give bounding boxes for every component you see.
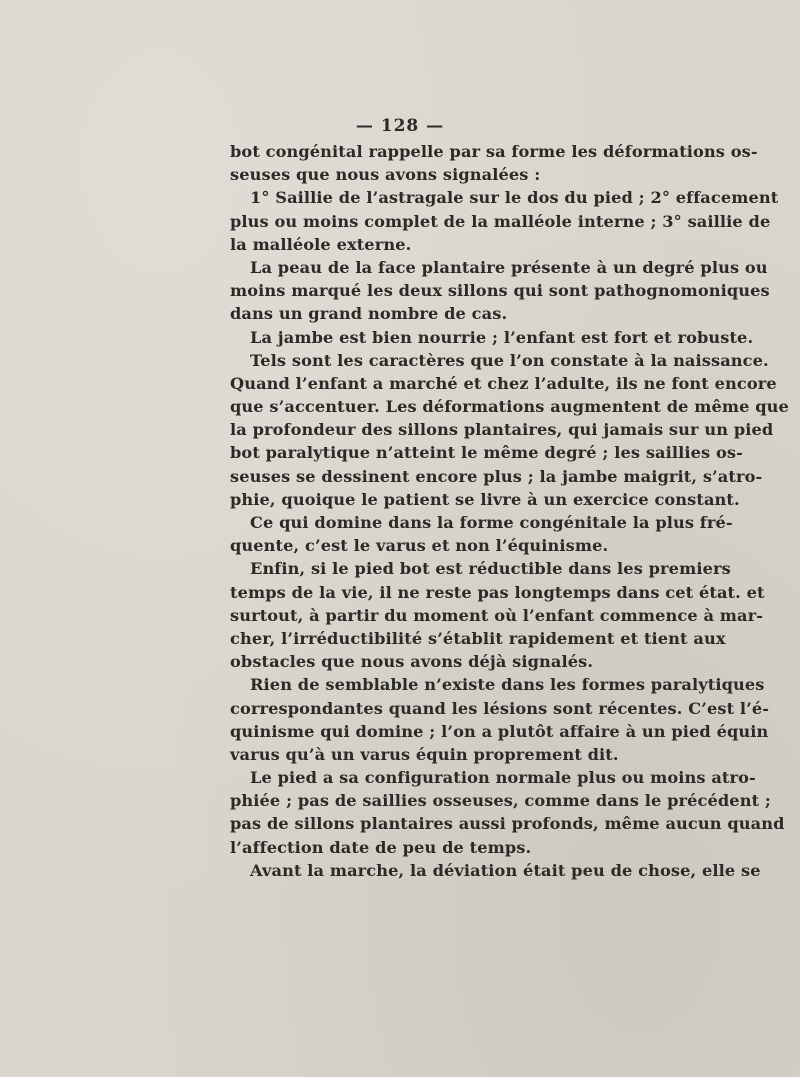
text-line: correspondantes quand les lésions sont récentes. C’est l’é- bbox=[230, 698, 770, 718]
text-line: La peau de la face plantaire présente à un degré plus ou bbox=[250, 257, 768, 277]
text-line: temps de la vie, il ne reste pas longtemps dans cet état. et bbox=[230, 582, 765, 602]
text-line: surtout, à partir du moment où l’enfant commence à mar- bbox=[230, 605, 764, 625]
text-line: phie, quoique le patient se livre à un exercice constant. bbox=[230, 489, 740, 509]
text-line: dans un grand nombre de cas. bbox=[230, 304, 508, 324]
text-line: Quand l’enfant a marché et chez l’adulte, ils ne font encore bbox=[230, 373, 777, 393]
text-line: Ce qui domine dans la forme congénitale la plus fré- bbox=[250, 513, 733, 532]
text-line: la profondeur des sillons plantaires, qui jamais sur un pied bbox=[230, 420, 774, 440]
text-line: phiée ; pas de saillies osseuses, comme dans le précédent ; bbox=[230, 791, 771, 811]
text-line: moins marqué les deux sillons qui sont pathognomoniques bbox=[230, 281, 770, 301]
text-line: obstacles que nous avons déjà signalés. bbox=[230, 652, 594, 672]
text-line: seuses que nous avons signalées : bbox=[230, 165, 541, 185]
text-line: plus ou moins complet de la malléole interne ; 3° saillie de bbox=[230, 211, 771, 231]
text-line: cher, l’irréductibilité s’établit rapidement et tient aux bbox=[230, 628, 726, 648]
text-line: Avant la marche, la déviation était peu de chose, elle se bbox=[250, 860, 761, 880]
text-line: Le pied a sa configuration normale plus ou moins atro- bbox=[250, 768, 756, 788]
text-line: la malléole externe. bbox=[230, 234, 412, 254]
text-line: Rien de semblable n’existe dans les formes paralytiques bbox=[250, 675, 765, 695]
text-line: l’affection date de peu de temps. bbox=[230, 837, 532, 857]
text-line: Tels sont les caractères que l’on constate à la naissance. bbox=[250, 350, 769, 370]
body-text bbox=[230, 140, 789, 882]
text-line: seuses se dessinent encore plus ; la jambe maigrit, s’atro- bbox=[230, 466, 763, 486]
text-line: quinisme qui domine ; l’on a plutôt affaire à un pied équin bbox=[230, 721, 769, 741]
text-line: pas de sillons plantaires aussi profonds, même aucun quand bbox=[230, 814, 785, 834]
text-line: Enfin, si le pied bot est réductible dans les premiers bbox=[250, 559, 731, 579]
text-line: varus qu’à un varus équin proprement dit. bbox=[230, 744, 619, 764]
text-line: La jambe est bien nourrie ; l’enfant est fort et robuste. bbox=[250, 327, 754, 347]
text-line: bot paralytique n’atteint le même degré ; les saillies os- bbox=[230, 443, 743, 463]
page-number: — 128 — bbox=[355, 116, 445, 136]
text-line: quente, c’est le varus et non l’équinisme. bbox=[230, 536, 609, 556]
text-line: bot congénital rappelle par sa forme les déformations os- bbox=[230, 142, 758, 161]
text-line: que s’accentuer. Les déformations augmentent de même que bbox=[230, 397, 789, 417]
text-line: 1° Saillie de l’astragale sur le dos du pied ; 2° effacement bbox=[250, 188, 779, 208]
